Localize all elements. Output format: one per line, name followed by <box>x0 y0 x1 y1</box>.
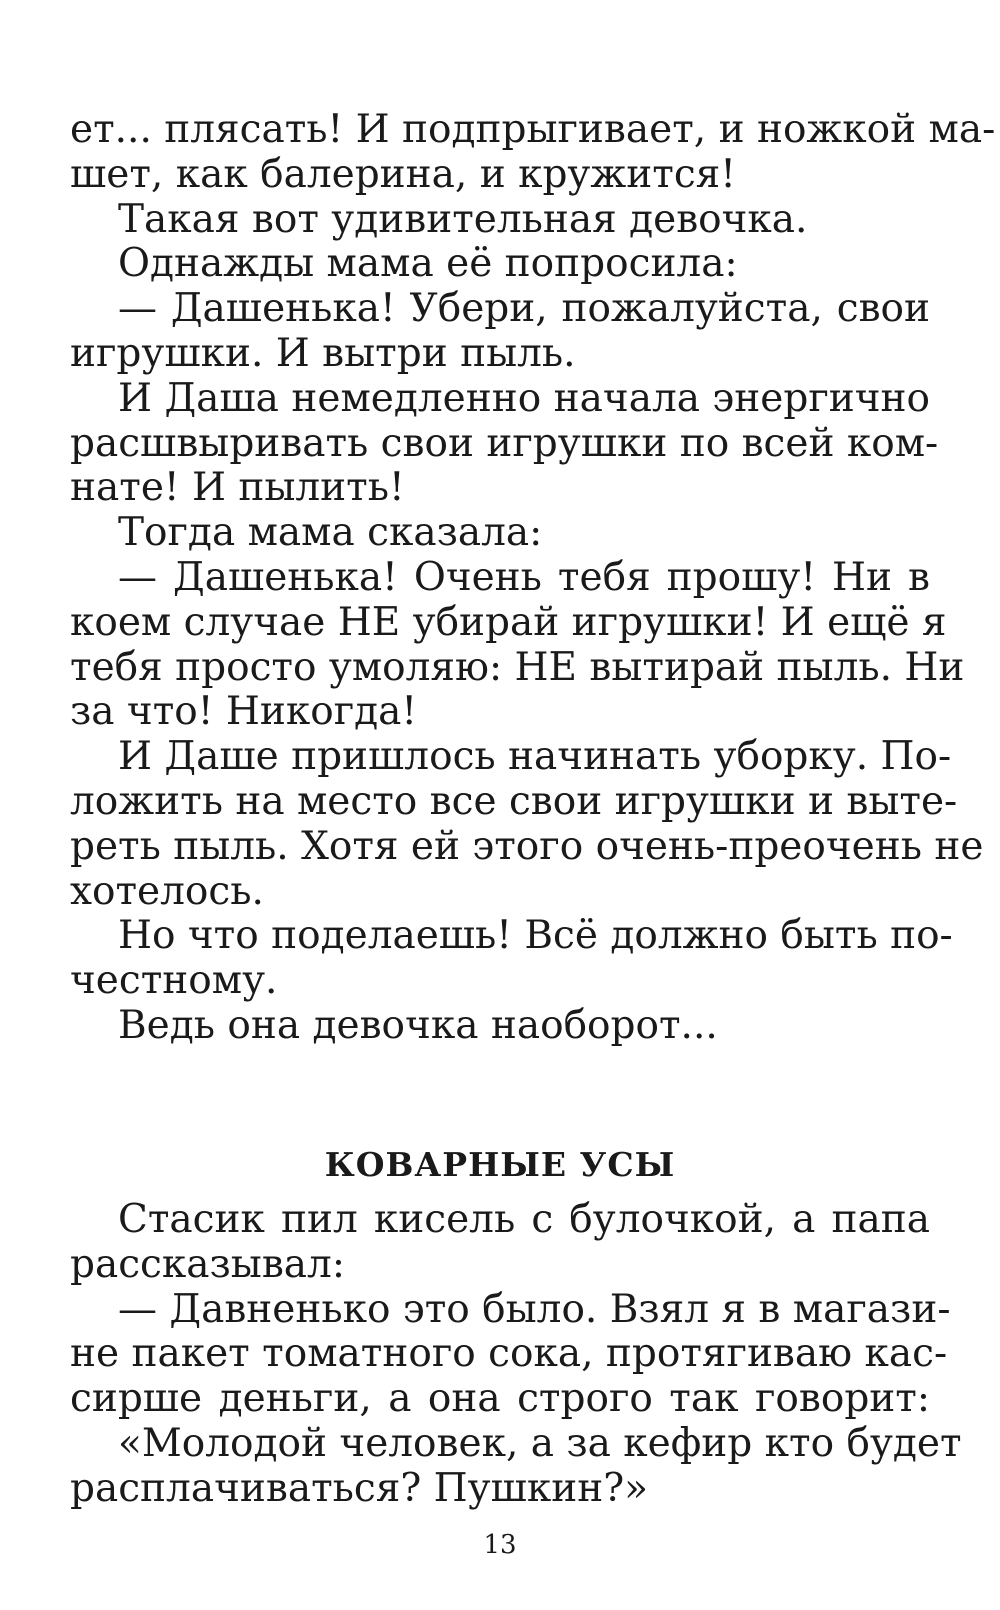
text-line: ет... плясать! И подпрыгивает, и ножкой ма- <box>70 107 996 152</box>
text-line: — Дашенька! Очень тебя прошу! Ни в <box>118 554 930 600</box>
text-line: И Даша немедленно начала энергично <box>118 375 930 421</box>
page-number: 13 <box>483 1530 517 1560</box>
text-line: сирше деньги, а она строго так говорит: <box>70 1376 930 1422</box>
text-line: И Даше пришлось начинать уборку. По- <box>118 734 952 780</box>
text-line: рассказывал: <box>70 1241 345 1287</box>
text-line: Тогда мама сказала: <box>118 510 543 556</box>
text-line: шет, как балерина, и кружится! <box>70 151 736 197</box>
text-line: Ведь она девочка наоборот... <box>118 1002 718 1048</box>
text-line: Такая вот удивительная девочка. <box>118 196 808 242</box>
text-line: честному. <box>70 958 278 1004</box>
text-line: Однажды мама её попросила: <box>118 241 738 287</box>
text-line: реть пыль. Хотя ей этого очень-преочень не <box>70 823 984 869</box>
text-line: игрушки. И вытри пыль. <box>70 330 576 376</box>
text-line: коем случае НЕ убирай игрушки! И ещё я <box>70 599 947 645</box>
text-line: — Дашенька! Убери, пожалуйста, свои <box>118 286 930 332</box>
text-line: ложить на место все свои игрушки и выте- <box>70 778 958 824</box>
text-line: за что! Никогда! <box>70 689 418 735</box>
story-title: КОВАРНЫЕ УСЫ <box>324 1145 676 1184</box>
text-line: расплачиваться? Пушкин?» <box>70 1465 648 1511</box>
text-line: — Давненько это было. Взял я в магази- <box>118 1286 951 1332</box>
text-line: нате! И пылить! <box>70 465 405 511</box>
story-end-text <box>70 107 996 1049</box>
text-line: Стасик пил кисель с булочкой, а папа <box>118 1197 930 1242</box>
text-line: Но что поделаешь! Всё должно быть по- <box>118 913 953 959</box>
text-line: «Молодой человек, а за кефир кто будет <box>118 1420 962 1466</box>
next-story-text <box>70 1197 962 1512</box>
text-line: расшвыривать свои игрушки по всей ком- <box>70 420 939 466</box>
text-line: не пакет томатного сока, протягиваю кас- <box>70 1331 948 1377</box>
text-line: хотелось. <box>70 868 264 914</box>
text-line: тебя просто умоляю: НЕ вытирай пыль. Ни <box>70 644 965 690</box>
